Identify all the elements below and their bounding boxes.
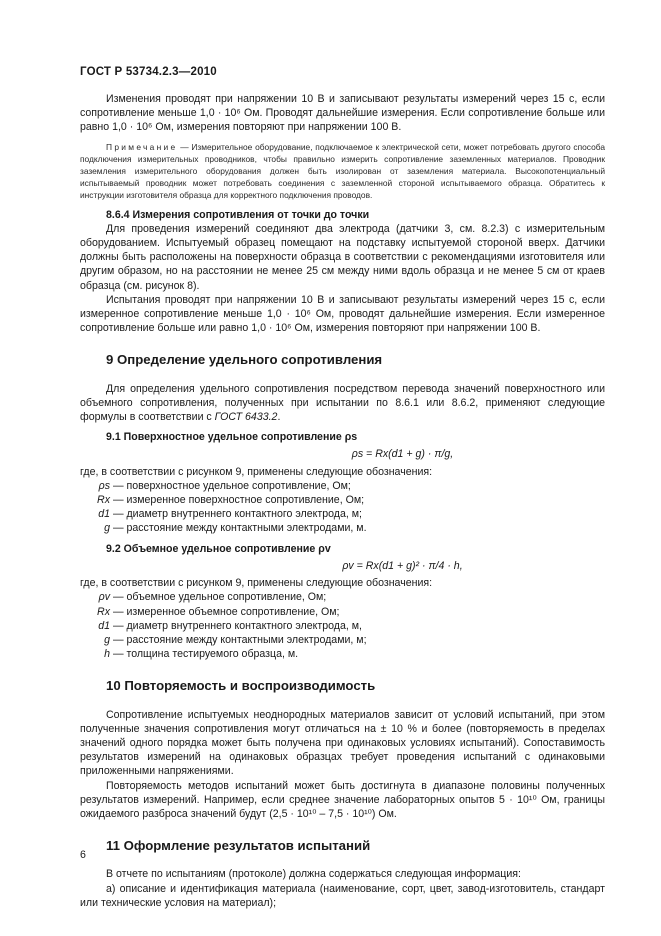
definition-text: — диаметр внутреннего контактного электрода, м, [110, 619, 362, 632]
page-number: 6 [80, 849, 86, 861]
section-9-2-title: 9.2 Объемное удельное сопротивление ρv [106, 542, 331, 555]
section-9-title: 9 Определение удельного сопротивления [106, 352, 383, 368]
definition-text: — поверхностное удельное сопротивление, Ом; [110, 479, 351, 492]
definition-text: — диаметр внутреннего контактного электрода, м; [110, 508, 362, 521]
note-label: Примечание [106, 141, 178, 152]
definition-row [80, 605, 605, 619]
section-11-paragraph-2: а) описание и идентификация материала (наименование, сорт, цвет, завод-изготовитель, стандарт или технические условия на материал); [80, 882, 605, 909]
definition-row [80, 521, 605, 535]
section-9-paragraph [80, 382, 605, 425]
definition-text: — объемное удельное сопротивление, Ом; [110, 591, 327, 604]
definition-symbol: ρv [98, 591, 110, 604]
definition-text: — расстояние между контактными электродами, м. [110, 522, 367, 535]
definition-symbol: d1 [98, 508, 110, 521]
definition-text: — расстояние между контактными электродами, м; [110, 633, 367, 646]
section-9-1-where: где, в соответствии с рисунком 9, применены следующие обозначения: [80, 465, 433, 478]
surface-resistivity-formula: ρs = Rx(d1 + g) · π/g, [351, 448, 454, 461]
definition-text: — измеренное объемное сопротивление, Ом; [110, 605, 340, 618]
standard-header: ГОСТ Р 53734.2.3—2010 [80, 66, 217, 78]
section-8-6-4-paragraph-2: Испытания проводят при напряжении 10 В и записывают результаты измерений через 15 с, если измеренное сопротивление меньше 1,0 · 10⁶ Ом, проводят дальнейшие измерения. Если измеренное сопротивление больше или равно 1,0 · 10⁶ Ом, измерения повторяют при напряжении 100 В. [80, 293, 605, 335]
definition-row [80, 507, 605, 521]
note-paragraph [80, 141, 605, 202]
definition-row [80, 493, 605, 507]
gost-reference: ГОСТ 6433.2 [214, 411, 278, 424]
definition-symbol: h [104, 648, 110, 661]
paragraph-measurement-voltage: Изменения проводят при напряжении 10 В и записывают результаты измерений через 15 с, если сопротивление меньше 1,0 · 10⁶ Ом. Проводят дальнейшие измерения. Если сопротивление больше или равно 1,0 · 10⁶ Ом, измерения повторяют при напряжении 100 В. [80, 93, 605, 134]
section-11-title: 11 Оформление результатов испытаний [106, 838, 371, 854]
section-9-text-a: Для определения удельного сопротивления посредством перевода значений поверхностного или объемного сопротивления, полученных при испытании по 8.6.1 или 8.6.2, применяют следующие формулы в соответствии с [80, 382, 605, 424]
section-10-paragraph-2: Повторяемость методов испытаний может быть достигнута в диапазоне половины полученных результатов измерений. Например, если среднее значение лабораторных опытов 5 · 10¹⁰ Ом, границы ожидаемого разброса значений будут (2,5 · 10¹⁰ – 7,5 · 10¹⁰) Ом. [80, 779, 605, 820]
page-body [80, 92, 605, 910]
section-9-2-definitions [80, 590, 605, 661]
section-9-2-where: где, в соответствии с рисунком 9, применены следующие обозначения: [80, 577, 433, 590]
section-10-paragraph-1: Сопротивление испытуемых неоднородных материалов зависит от условий испытаний, при этом полученные значения сопротивления могут отличаться на ± 10 % и более (повторяемость в пределах значений одного порядка может быть получена при одинаковых условиях испытаний). Сопоставимость результатов измерений на одинаковых образцах требует проведения испытаний с одинаковыми приложенными напряжениями. [80, 708, 605, 778]
definition-symbol: d1 [98, 619, 110, 632]
note-text: — Измерительное оборудование, подключаемое к электрической сети, может потребовать другого способа подключения измерительных проводников, чтобы правильно измерить сопротивление заземленных материалов. Проводник заземления измерительного оборудования должен быть изолирован от заземления материала. Высокопотенциальный испытываемый проводник может потребовать соединения с заземленной стороной испытываемого образца. Обратитесь к инструкции изготовителя образца для корректного подключения проводов. [80, 141, 605, 201]
definition-row [80, 619, 605, 633]
definition-symbol: g [104, 522, 110, 535]
section-8-6-4-paragraph-1: Для проведения измерений соединяют два электрода (датчики 3, см. 8.2.3) с измерительным оборудованием. Испытуемый образец помещают на подставку испытуемой стороной вверх. Датчики должны быть расположены на поверхности образца в соответствии с рекомендациями изготовителя или другим образом, но на расстоянии не менее 25 см между ними вдоль образца и не менее 5 см от краев образца (см. рисунок 8). [80, 222, 605, 292]
section-9-1-title: 9.1 Поверхностное удельное сопротивление ρs [106, 431, 358, 444]
section-11-paragraph-1: В отчете по испытаниям (протоколе) должна содержаться следующая информация: [106, 868, 521, 881]
definition-row [80, 647, 605, 661]
definition-row [80, 590, 605, 604]
definition-symbol: Rx [97, 494, 110, 507]
definition-row [80, 479, 605, 493]
definition-text: — толщина тестируемого образца, м. [110, 648, 299, 661]
section-9-1-definitions [80, 479, 605, 536]
definition-symbol: g [104, 633, 110, 646]
volume-resistivity-formula: ρv = Rx(d1 + g)² · π/4 · h, [342, 559, 463, 572]
definition-row [80, 633, 605, 647]
section-9-text-b: . [277, 411, 281, 424]
section-8-6-4-title: 8.6.4 Измерения сопротивления от точки до точки [106, 208, 370, 221]
definition-symbol: ρs [98, 479, 110, 492]
definition-symbol: Rx [97, 605, 110, 618]
definition-text: — измеренное поверхностное сопротивление, Ом; [110, 494, 365, 507]
section-10-title: 10 Повторяемость и воспроизводимость [106, 678, 376, 694]
